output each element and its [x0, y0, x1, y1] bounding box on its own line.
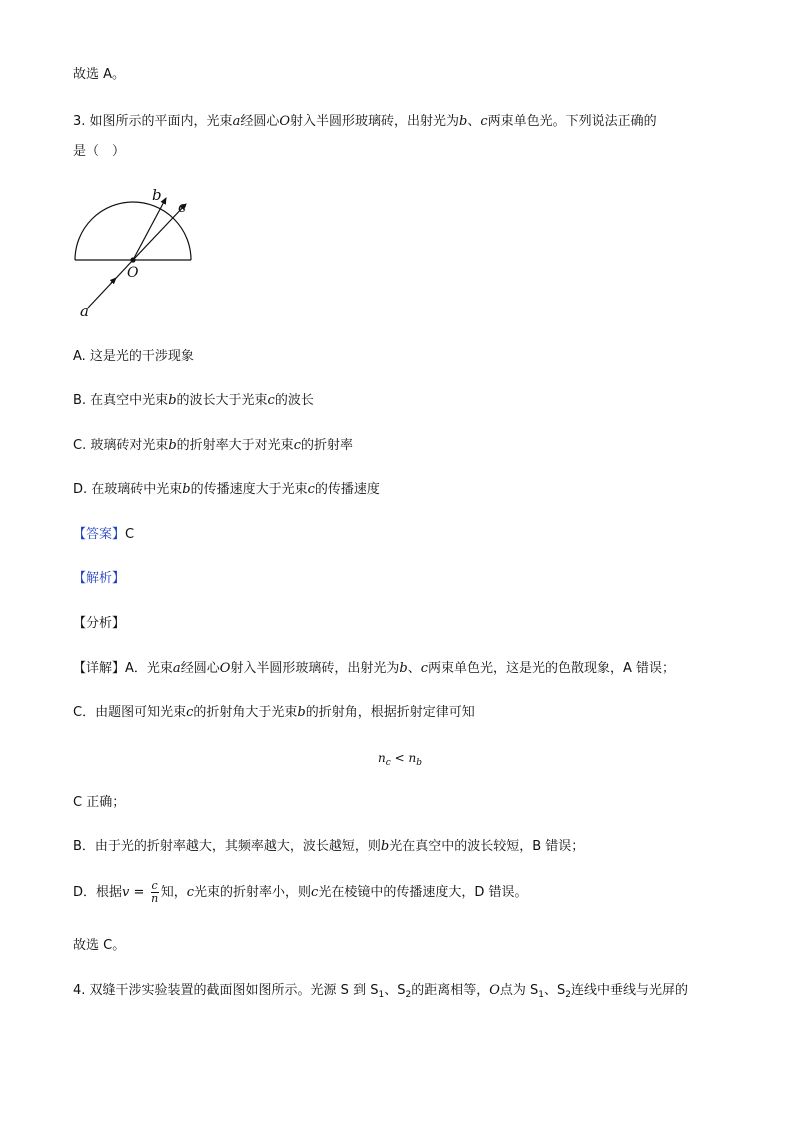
option-c: C. 玻璃砖对光束b的折射率大于对光束c的折射率 [73, 438, 353, 453]
question-3-stem-line2: 是（ ） [73, 144, 126, 159]
final-answer-line: 故选 C。 [73, 938, 126, 953]
fraction-c-over-n: $\frac{c}{n}$ [151, 879, 159, 905]
detail-line-2: C．由题图可知光束c的折射角大于光束b的折射角，根据折射定律可知 [73, 705, 475, 720]
fenxi-heading: 【分析】 [73, 616, 126, 631]
center-point-O [130, 257, 135, 262]
option-b: B. 在真空中光束b的波长大于光束c的波长 [73, 393, 314, 408]
refraction-diagram [70, 182, 200, 322]
detail-line-5: D．根据v = $\frac{c}{n}$ 知，c光束的折射率小，则c光在棱镜中的传播速度大，D 错误。 [73, 879, 528, 905]
option-a: A. 这是光的干涉现象 [73, 349, 194, 364]
detail-line-3: C 正确； [73, 795, 126, 810]
detail-line-4: B．由于光的折射率越大，其频率越大，波长越短，则b光在真空中的波长较短，B 错误； [73, 839, 585, 854]
refracted-ray-b [133, 198, 166, 260]
incident-ray-arrow [111, 278, 116, 283]
label-a: a [80, 302, 89, 320]
label-O: O [127, 265, 139, 281]
previous-answer-line: 故选 A。 [73, 67, 126, 82]
question-4-stem: 4. 双缝干涉实验装置的截面图如图所示。光源 S 到 $S_1$、$S_2$的距离相等，O点为 $S_1$、$S_2$连线中垂线与光屏的 [73, 983, 689, 1000]
label-b: b [152, 186, 162, 204]
label-c: c [178, 198, 187, 216]
option-d: D. 在玻璃砖中光束b的传播速度大于光束c的传播速度 [73, 482, 380, 497]
question-3-stem: 3. 如图所示的平面内，光束a经圆心O射入半圆形玻璃砖，出射光为b、c两束单色光。下列说法正确的 [73, 114, 657, 129]
detail-line-1: 【详解】A．光束a经圆心O射入半圆形玻璃砖，出射光为b、c两束单色光，这是光的色散现象，A 错误； [73, 661, 676, 676]
analysis-heading: 【解析】 [73, 571, 126, 586]
semicircle-glass-brick [75, 202, 191, 260]
formula-nc-lt-nb: $n_c < n_b$ [378, 751, 422, 768]
answer-line: 【答案】C [73, 527, 135, 542]
